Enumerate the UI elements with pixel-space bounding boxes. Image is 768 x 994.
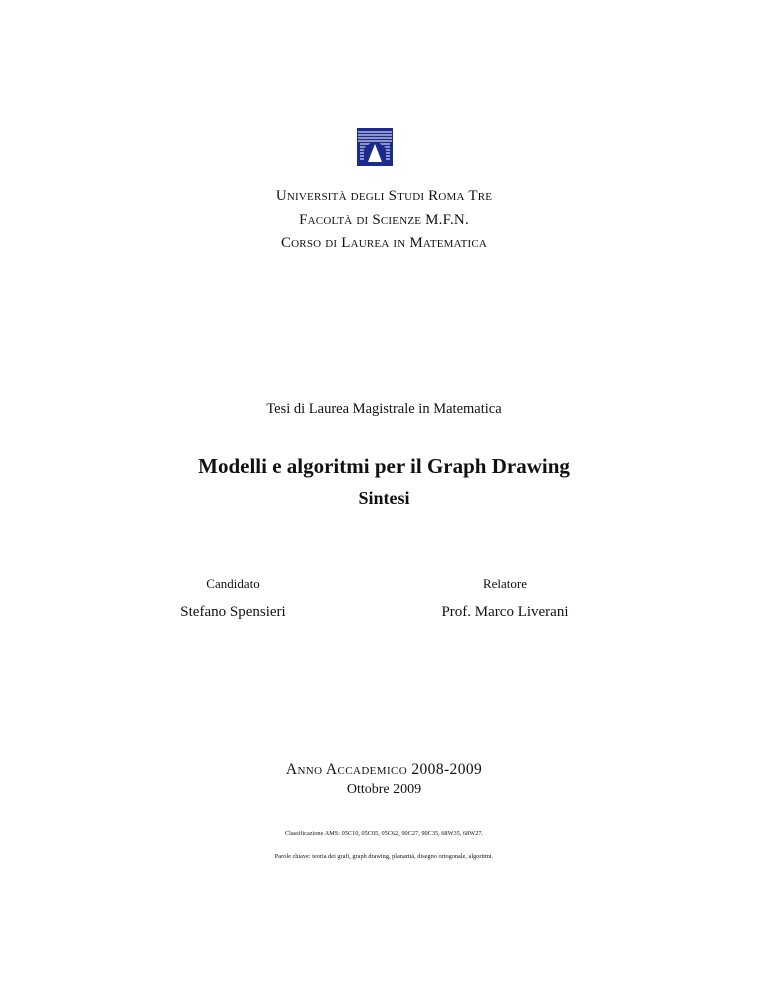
- advisor-name: Prof. Marco Liverani: [441, 604, 569, 620]
- thesis-title: Modelli e algoritmi per il Graph Drawing: [198, 454, 570, 478]
- advisor-label: Relatore: [482, 576, 528, 591]
- faculty-name: Facoltà di Scienze M.F.N.: [299, 212, 469, 228]
- thesis-subtitle: Sintesi: [358, 488, 410, 508]
- advisor-block: [420, 576, 590, 621]
- university-name: Università degli Studi Roma Tre: [275, 188, 493, 204]
- course-name: Corso di Laurea in Matematica: [280, 235, 488, 251]
- candidate-label: Candidato: [206, 576, 260, 591]
- ams-classification: Classificazione AMS: 05C10, 05C05, 05C62, 90C27, 90C35, 68W35, 68W27.: [284, 830, 484, 837]
- candidate-block: [163, 576, 303, 621]
- keywords: Parole chiave: teoria dei grafi, graph drawing, planarità, disegno ortogonale, algoritmi.: [274, 853, 494, 860]
- academic-year: Anno Accademico 2008-2009: [285, 761, 483, 778]
- thesis-date: Ottobre 2009: [346, 782, 422, 797]
- roma-tre-logo-icon: [357, 128, 393, 166]
- candidate-name: Stefano Spensieri: [180, 604, 286, 620]
- thesis-type: Tesi di Laurea Magistrale in Matematica: [266, 401, 502, 417]
